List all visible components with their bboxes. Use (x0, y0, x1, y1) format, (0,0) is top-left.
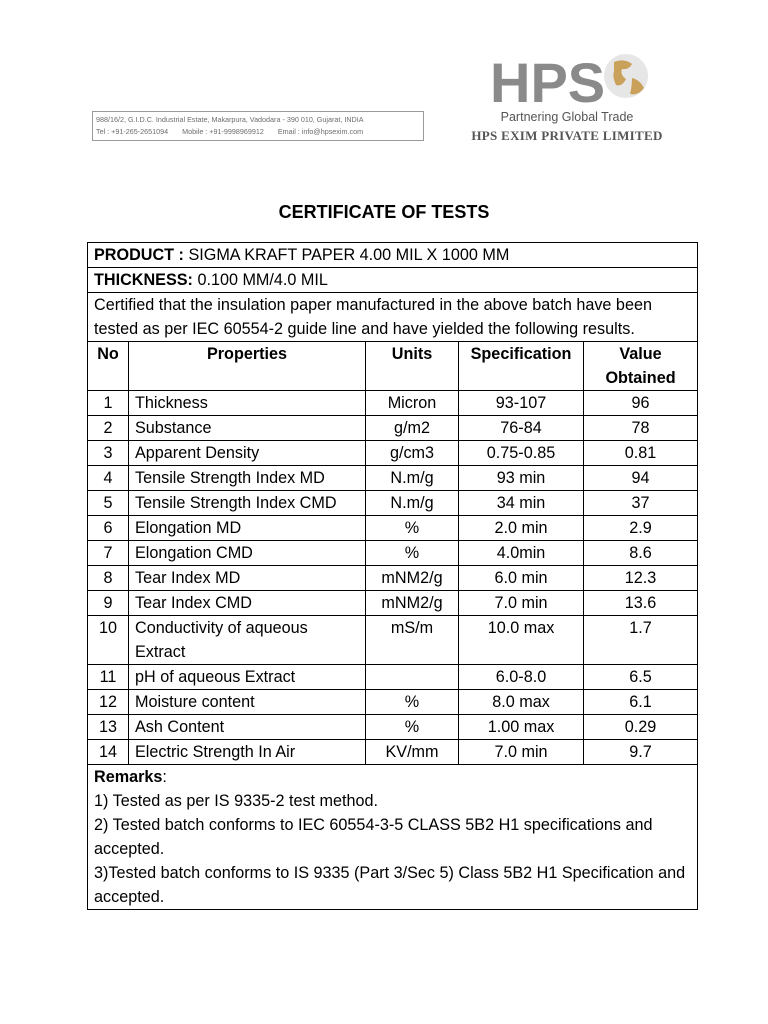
row-number: 6 (88, 516, 129, 541)
row-number: 2 (88, 416, 129, 441)
row-specification: 8.0 max (459, 690, 584, 715)
remarks-label: Remarks (94, 768, 163, 786)
table-row (88, 491, 698, 516)
row-value-obtained: 94 (584, 466, 698, 491)
table-row (88, 416, 698, 441)
table-row (88, 391, 698, 416)
table-row (88, 466, 698, 491)
row-specification: 93 min (459, 466, 584, 491)
certification-statement: Certified that the insulation paper manufactured in the above batch have been tested as per IEC 60554-2 guide line and have yielded the following results. (88, 293, 698, 342)
row-property: Substance (129, 416, 366, 441)
company-name: HPS EXIM PRIVATE LIMITED (471, 128, 663, 143)
row-property: Tensile Strength Index MD (129, 466, 366, 491)
remark-line: 2) Tested batch conforms to IEC 60554-3-5 CLASS 5B2 H1 specifications and accepted. (94, 816, 653, 858)
product-value: SIGMA KRAFT PAPER 4.00 MIL X 1000 MM (188, 246, 510, 264)
row-property: Electric Strength In Air (129, 740, 366, 765)
row-property: Tear Index MD (129, 566, 366, 591)
row-value-obtained: 37 (584, 491, 698, 516)
header-value-obtained: Value Obtained (584, 342, 698, 391)
row-unit: N.m/g (366, 491, 459, 516)
remark-line: 3)Tested batch conforms to IS 9335 (Part 3/Sec 5) Class 5B2 H1 Specification and accepted. (94, 864, 686, 906)
row-number: 8 (88, 566, 129, 591)
row-unit: % (366, 690, 459, 715)
table-row (88, 616, 698, 665)
row-number: 5 (88, 491, 129, 516)
row-unit: mNM2/g (366, 591, 459, 616)
row-number: 4 (88, 466, 129, 491)
remarks-heading: Remarks: (94, 768, 167, 786)
row-number: 13 (88, 715, 129, 740)
row-property: pH of aqueous Extract (129, 665, 366, 690)
row-specification: 7.0 min (459, 591, 584, 616)
row-value-obtained: 9.7 (584, 740, 698, 765)
row-value-obtained: 6.5 (584, 665, 698, 690)
row-property: Moisture content (129, 690, 366, 715)
row-number: 3 (88, 441, 129, 466)
thickness-label: THICKNESS: (94, 271, 193, 289)
row-number: 12 (88, 690, 129, 715)
row-value-obtained: 0.81 (584, 441, 698, 466)
logo-text: HPS (490, 52, 606, 114)
row-specification: 76-84 (459, 416, 584, 441)
row-number: 14 (88, 740, 129, 765)
row-specification: 6.0-8.0 (459, 665, 584, 690)
row-property: Tear Index CMD (129, 591, 366, 616)
company-logo (452, 40, 682, 150)
row-unit: % (366, 541, 459, 566)
row-value-obtained: 96 (584, 391, 698, 416)
header-specification: Specification (459, 342, 584, 391)
row-number: 11 (88, 665, 129, 690)
row-specification: 0.75-0.85 (459, 441, 584, 466)
row-unit: % (366, 516, 459, 541)
address-line: 988/16/2, G.I.D.C. Industrial Estate, Makarpura, Vadodara - 390 010, Gujarat, INDIA (96, 115, 364, 124)
hps-globe-logo-icon (486, 52, 656, 114)
tagline: Partnering Global Trade (500, 110, 634, 124)
remarks-row (88, 765, 698, 910)
row-specification: 4.0min (459, 541, 584, 566)
row-property: Conductivity of aqueous Extract (129, 616, 366, 665)
telephone: Tel : +91-265-2651094 (96, 127, 169, 136)
mobile: Mobile : +91-9998969912 (182, 127, 264, 136)
thickness-row (88, 268, 698, 293)
table-row (88, 690, 698, 715)
table-row (88, 740, 698, 765)
row-specification: 93-107 (459, 391, 584, 416)
header-no: No (88, 342, 129, 391)
header-units: Units (366, 342, 459, 391)
row-value-obtained: 8.6 (584, 541, 698, 566)
page-title: CERTIFICATE OF TESTS (278, 202, 490, 222)
thickness-value: 0.100 MM/4.0 MIL (197, 271, 328, 289)
row-property: Ash Content (129, 715, 366, 740)
row-value-obtained: 0.29 (584, 715, 698, 740)
certificate-table (87, 242, 698, 910)
row-unit: % (366, 715, 459, 740)
row-property: Apparent Density (129, 441, 366, 466)
row-number: 7 (88, 541, 129, 566)
row-specification: 1.00 max (459, 715, 584, 740)
table-row (88, 715, 698, 740)
row-unit: g/cm3 (366, 441, 459, 466)
row-specification: 10.0 max (459, 616, 584, 665)
row-property: Thickness (129, 391, 366, 416)
row-unit: mNM2/g (366, 566, 459, 591)
row-value-obtained: 13.6 (584, 591, 698, 616)
remark-line: 1) Tested as per IS 9335-2 test method. (94, 792, 379, 810)
row-number: 1 (88, 391, 129, 416)
row-property: Elongation CMD (129, 541, 366, 566)
row-unit: KV/mm (366, 740, 459, 765)
product-label: PRODUCT : (94, 246, 184, 264)
table-row (88, 665, 698, 690)
row-specification: 7.0 min (459, 740, 584, 765)
table-row (88, 591, 698, 616)
address-box (92, 111, 424, 141)
table-row (88, 566, 698, 591)
row-value-obtained: 1.7 (584, 616, 698, 665)
table-row (88, 541, 698, 566)
row-number: 10 (88, 616, 129, 665)
row-specification: 34 min (459, 491, 584, 516)
row-value-obtained: 6.1 (584, 690, 698, 715)
header-properties: Properties (129, 342, 366, 391)
row-unit: N.m/g (366, 466, 459, 491)
row-value-obtained: 2.9 (584, 516, 698, 541)
product-row (88, 243, 698, 268)
row-property: Elongation MD (129, 516, 366, 541)
row-value-obtained: 78 (584, 416, 698, 441)
row-specification: 2.0 min (459, 516, 584, 541)
row-unit: g/m2 (366, 416, 459, 441)
row-value-obtained: 12.3 (584, 566, 698, 591)
row-unit: Micron (366, 391, 459, 416)
statement-row (88, 293, 698, 342)
row-specification: 6.0 min (459, 566, 584, 591)
row-number: 9 (88, 591, 129, 616)
row-unit: mS/m (366, 616, 459, 665)
row-unit (366, 665, 459, 690)
table-row (88, 441, 698, 466)
table-header-row (88, 342, 698, 391)
email: Email : info@hpsexim.com (277, 127, 364, 136)
table-row (88, 516, 698, 541)
contact-line (96, 126, 423, 138)
row-property: Tensile Strength Index CMD (129, 491, 366, 516)
